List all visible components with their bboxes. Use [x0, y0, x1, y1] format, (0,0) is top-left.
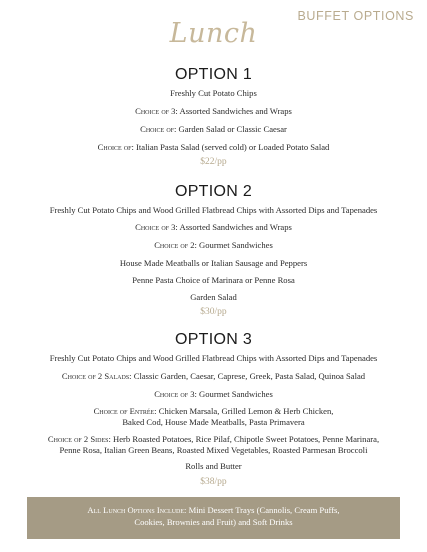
- header-label: BUFFET OPTIONS: [297, 9, 414, 23]
- option-3-heading: OPTION 3: [174, 331, 253, 348]
- footer-cont: Cookies, Brownies and Fruit) and Soft Drinks: [134, 517, 293, 527]
- menu-line: House Made Meatballs or Italian Sausage and Peppers: [119, 258, 308, 268]
- menu-line: Freshly Cut Potato Chips: [170, 88, 257, 98]
- option-2-price: $30/pp: [200, 307, 227, 317]
- footer-text: Mini Dessert Trays (Cannolis, Cream Puffs,: [186, 505, 340, 515]
- menu-line: Choice of 3: Assorted Sandwiches and Wraps: [135, 106, 292, 116]
- footer-prefix: All Lunch Options Include:: [87, 505, 187, 515]
- menu-line: Rolls and Butter: [185, 461, 242, 471]
- footer-banner: [27, 497, 400, 539]
- menu-line: Choice of 3: Assorted Sandwiches and Wraps: [135, 222, 292, 232]
- option-1-price: $22/pp: [200, 157, 227, 167]
- option-3-price: $38/pp: [200, 477, 227, 487]
- menu-line: Freshly Cut Potato Chips and Wood Grilled Flatbread Chips with Assorted Dips and Tapenades: [49, 205, 378, 215]
- menu-line: Choice of 2 Salads: Classic Garden, Caesar, Caprese, Greek, Pasta Salad, Quinoa Salad: [61, 371, 366, 381]
- menu-line: Choice of: Garden Salad or Classic Caesar: [140, 124, 287, 134]
- menu-line: Choice of 3: Gourmet Sandwiches: [154, 389, 273, 399]
- option-1-heading: OPTION 1: [174, 66, 253, 83]
- menu-line: Freshly Cut Potato Chips and Wood Grilled Flatbread Chips with Assorted Dips and Tapenades: [49, 353, 378, 363]
- menu-line: Penne Pasta Choice of Marinara or Penne Rosa: [132, 275, 295, 285]
- option-2-heading: OPTION 2: [174, 183, 253, 200]
- menu-line: Choice of 2: Gourmet Sandwiches: [154, 240, 273, 250]
- menu-line: Choice of: Italian Pasta Salad (served cold) or Loaded Potato Salad: [97, 142, 330, 152]
- menu-line: Garden Salad: [190, 292, 237, 302]
- menu-line: Choice of Entrée: Chicken Marsala, Grilled Lemon & Herb Chicken, Baked Cod, House Made Meatballs, Pasta Primavera: [93, 406, 334, 427]
- menu-title: Lunch: [169, 18, 258, 49]
- menu-line: Choice of 2 Sides: Herb Roasted Potatoes, Rice Pilaf, Chipotle Sweet Potatoes, Penne Marinara, Penne Rosa, Italian Green Beans, Roasted Mixed Vegetables, Roasted Parmesan Broccoli: [47, 434, 380, 455]
